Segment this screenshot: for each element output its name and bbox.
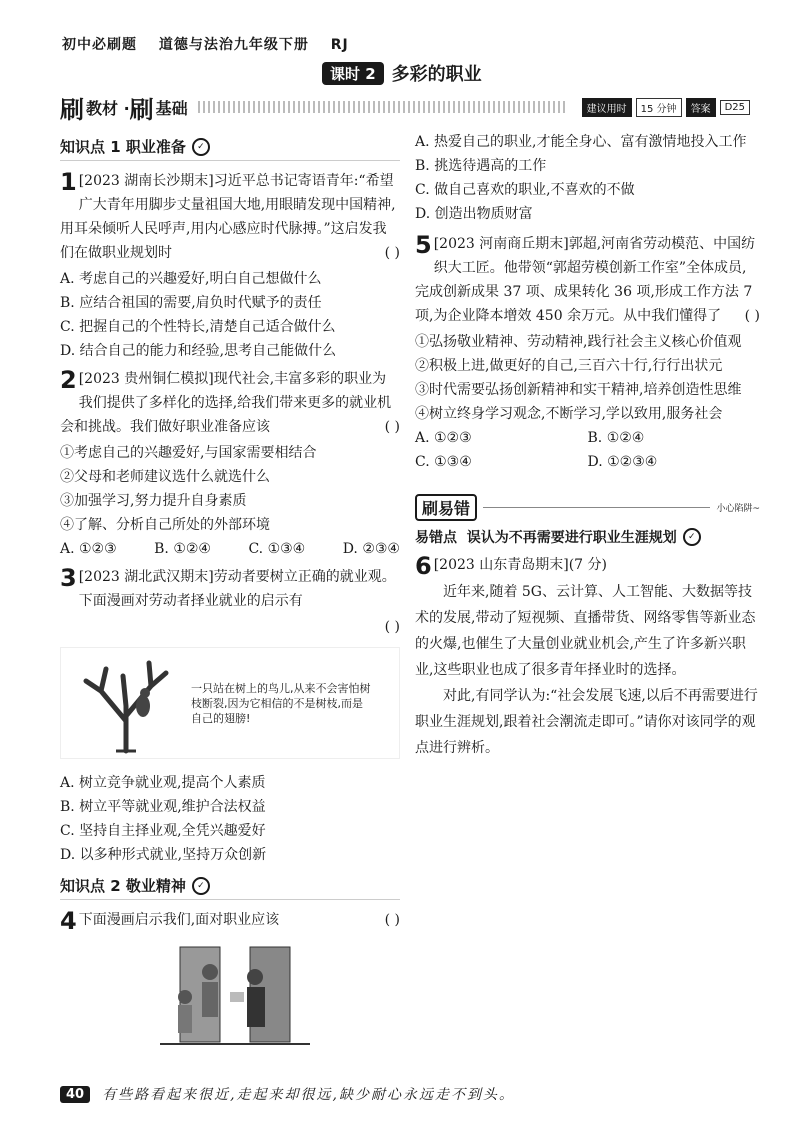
divider-line xyxy=(483,507,710,508)
lesson-badge: 课时 2 xyxy=(322,62,384,85)
page-number: 40 xyxy=(60,1086,90,1103)
question-3 xyxy=(60,565,400,613)
tree-bird-illustration xyxy=(61,651,191,756)
question-number: 2 xyxy=(60,366,77,394)
knowledge-point-1: 知识点 1 职业准备 ✓ xyxy=(60,136,400,161)
left-column xyxy=(60,130,400,1067)
option: B. ①②④ xyxy=(154,541,211,557)
question-number: 6 xyxy=(415,552,432,580)
question-1 xyxy=(60,169,400,265)
option: B. 应结合祖国的需要,肩负时代赋予的责任 xyxy=(60,295,322,311)
option: B. 挑选待遇高的工作 xyxy=(415,158,547,174)
lesson-title xyxy=(322,60,482,86)
option: C. 坚持自主择业观,全凭兴趣爱好 xyxy=(60,823,266,839)
target-icon: ✓ xyxy=(192,138,210,156)
right-column xyxy=(415,130,760,761)
knowledge-point-2: 知识点 2 敬业精神 ✓ xyxy=(60,875,400,900)
lesson-name: 多彩的职业 xyxy=(391,64,482,85)
question-number: 3 xyxy=(60,564,77,592)
warning-tag: 小心陷阱~ xyxy=(716,504,760,514)
comic-workers xyxy=(60,940,400,1055)
question-2 xyxy=(60,367,400,439)
target-icon: ✓ xyxy=(192,877,210,895)
option: C. ①③④ xyxy=(415,454,472,470)
option: C. 做自己喜欢的职业,不喜欢的不做 xyxy=(415,182,635,198)
question-stem: [2023 湖北武汉期末]劳动者要树立正确的就业观。下面漫画对劳动者择业就业的启示有 xyxy=(78,569,396,609)
option: A. 树立竞争就业观,提高个人素质 xyxy=(60,775,266,791)
option: D. 以多种形式就业,坚持万众创新 xyxy=(60,847,267,863)
error-point-text: 误认为不再需要进行职业生涯规划 xyxy=(466,530,677,546)
comic-caption: 一只站在树上的鸟儿,从来不会害怕树枝断裂,因为它相信的不是树枝,而是自己的翅膀! xyxy=(191,681,371,725)
series-name: 初中必刷题 xyxy=(62,37,137,53)
comic-tree-bird xyxy=(60,647,400,759)
answer-value: D25 xyxy=(720,100,750,115)
question-number: 1 xyxy=(60,168,77,196)
time-value: 15 分钟 xyxy=(636,98,682,117)
error-section-badge: 刷易错 xyxy=(415,494,477,521)
option: B. 树立平等就业观,维护合法权益 xyxy=(60,799,266,815)
answer-paren: ( ) xyxy=(384,912,400,928)
question-stem: [2023 河南商丘期末]郭超,河南省劳动模范、中国纺织大工匠。他带领“郭超劳模创新工作室”全体成员,完成创新成果 37 项、成果转化 36 项,形成工作方法 7 项,为企业降本增效 450 余万元。从中我们懂得了 xyxy=(415,236,756,324)
question-4 xyxy=(60,907,400,935)
error-point-label: 易错点 xyxy=(415,530,457,546)
answer-paren: ( ) xyxy=(384,619,400,635)
answer-paren: ( ) xyxy=(744,308,760,324)
statement-item: ①考虑自己的兴趣爱好,与国家需要相结合 xyxy=(60,445,317,461)
footer xyxy=(60,1084,515,1104)
question-stem: 下面漫画启示我们,面对职业应该 xyxy=(78,912,280,928)
paragraph: 近年来,随着 5G、云计算、人工智能、大数据等技术的发展,带动了短视频、直播带货、网络零售等新业态的火爆,也催生了大量创业就业机会,产生了许多新兴职业,这些职业也成了很多青年择业时的选择。 xyxy=(415,584,756,678)
error-point xyxy=(415,527,760,547)
answer-label: 答案 xyxy=(686,98,716,117)
option-grid xyxy=(415,426,760,474)
workers-illustration xyxy=(140,942,320,1054)
option: A. ①②③ xyxy=(415,430,472,446)
dotted-divider xyxy=(198,101,568,113)
option: A. 考虑自己的兴趣爱好,明白自己想做什么 xyxy=(60,271,322,287)
error-section-bar xyxy=(415,494,760,521)
option: C. ①③④ xyxy=(248,541,306,557)
answer-paren: ( ) xyxy=(384,245,400,261)
option: D. 结合自己的能力和经验,思考自己能做什么 xyxy=(60,343,337,359)
running-header xyxy=(62,34,365,54)
statement-item: ②积极上进,做更好的自己,三百六十行,行行出状元 xyxy=(415,358,723,374)
option: D. ①②③④ xyxy=(587,454,658,470)
statement-item: ③加强学习,努力提升自身素质 xyxy=(60,493,247,509)
option-row xyxy=(60,537,400,561)
option: D. 创造出物质财富 xyxy=(415,206,533,222)
question-number: 5 xyxy=(415,231,432,259)
section-text-2: 基础 xyxy=(155,98,188,118)
statement-item: ③时代需要弘扬创新精神和实干精神,培养创造性思维 xyxy=(415,382,742,398)
subject-name: 道德与法治九年级下册 xyxy=(158,37,309,53)
statement-item: ②父母和老师建议选什么就选什么 xyxy=(60,469,270,485)
statement-item: ①弘扬敬业精神、劳动精神,践行社会主义核心价值观 xyxy=(415,334,742,350)
answer-paren: ( ) xyxy=(384,419,400,435)
statement-item: ④树立终身学习观念,不断学习,学以致用,服务社会 xyxy=(415,406,723,422)
question-number: 4 xyxy=(60,907,77,935)
section-brush-2: 刷 xyxy=(129,95,154,124)
statement-item: ④了解、分析自己所处的外部环境 xyxy=(60,517,270,533)
section-text-1: 教材 · xyxy=(86,98,130,118)
target-icon: ✓ xyxy=(683,528,701,546)
footer-motto: 有些路看起来很近,走起来却很远,缺少耐心永远走不到头。 xyxy=(102,1087,515,1103)
section-bar xyxy=(60,94,750,124)
time-label: 建议用时 xyxy=(582,98,632,117)
question-stem: [2023 山东青岛期末](7 分) xyxy=(433,557,607,573)
option: A. ①②③ xyxy=(60,541,117,557)
option: A. 热爱自己的职业,才能全身心、富有激情地投入工作 xyxy=(415,134,747,150)
option: C. 把握自己的个性特长,清楚自己适合做什么 xyxy=(60,319,336,335)
question-stem: [2023 贵州铜仁模拟]现代社会,丰富多彩的职业为我们提供了多样化的选择,给我们带来更多的就业机会和挑战。我们做好职业准备应该 xyxy=(60,371,392,435)
question-6 xyxy=(415,552,760,580)
question-5 xyxy=(415,232,760,328)
option: D. ②③④ xyxy=(342,541,400,557)
question-stem: [2023 湖南长沙期末]习近平总书记寄语青年:“希望广大青年用脚步丈量祖国大地,用眼睛发现中国精神,用耳朵倾听人民呼声,用内心感应时代脉搏。”这启发我们在做职业规划时 xyxy=(60,173,396,261)
section-brush-1: 刷 xyxy=(60,95,84,124)
paragraph: 对此,有同学认为:“社会发展飞速,以后不再需要进行职业生涯规划,跟着社会潮流走即可。”请你对该同学的观点进行辨析。 xyxy=(415,688,758,756)
option: B. ①②④ xyxy=(587,430,645,446)
edition: RJ xyxy=(330,37,349,53)
